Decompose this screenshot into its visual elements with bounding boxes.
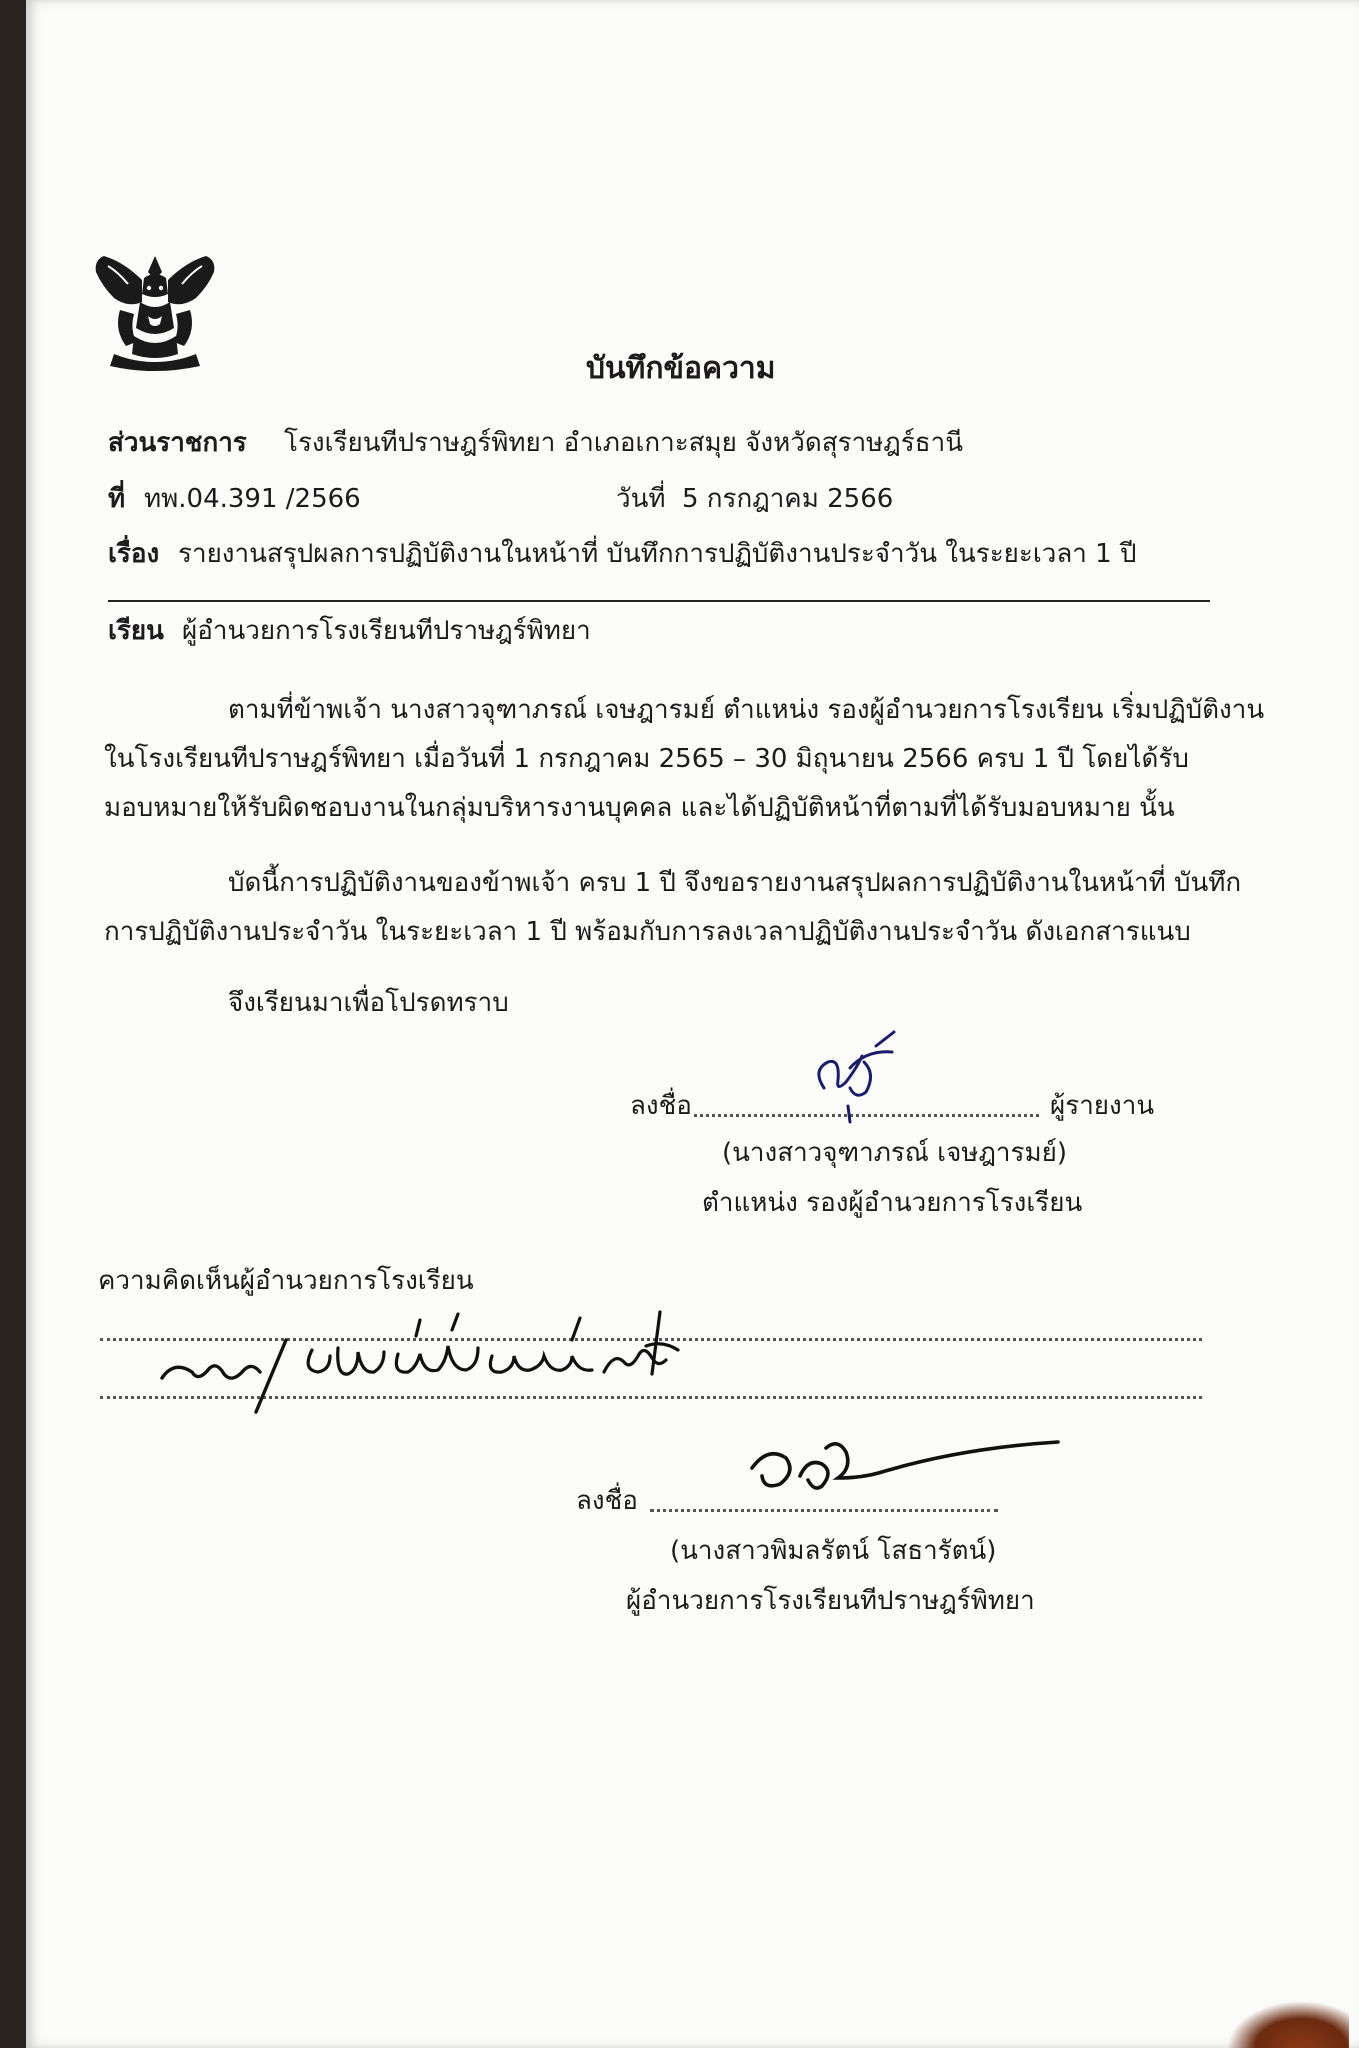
subject-value: รายงานสรุปผลการปฏิบัติงานในหน้าที่ บันทึกการปฏิบัติงานประจำวัน ในระยะเวลา 1 ปี	[178, 539, 1137, 569]
reporter-position: ตำแหน่ง รองผู้อำนวยการโรงเรียน	[702, 1188, 1083, 1218]
subject-label: เรื่อง	[108, 539, 160, 569]
director-sign-line	[650, 1509, 998, 1512]
date-label: วันที่	[616, 484, 666, 514]
department-label: ส่วนราชการ	[108, 428, 247, 458]
director-opinion-handwriting	[152, 1300, 742, 1420]
header-divider	[108, 600, 1210, 602]
director-name: (นางสาวพิมลรัตน์ โสธารัตน์)	[670, 1536, 997, 1566]
director-position: ผู้อำนวยการโรงเรียนทีปราษฎร์พิทยา	[626, 1586, 1035, 1616]
body-p1-line1: ตามที่ข้าพเจ้า นางสาวจุฑาภรณ์ เจษฎารมย์ ตำแหน่ง รองผู้อำนวยการโรงเรียน เริ่มปฏิบัติงาน	[228, 695, 1265, 725]
closing-line: จึงเรียนมาเพื่อโปรดทราบ	[228, 988, 509, 1018]
body-p2-line2: การปฏิบัติงานประจำวัน ในระยะเวลา 1 ปี พร้อมกับการลงเวลาปฏิบัติงานประจำวัน ดังเอกสารแนบ	[104, 917, 1191, 947]
director-opinion-label: ความคิดเห็นผู้อำนวยการโรงเรียน	[98, 1266, 474, 1296]
to-label: เรียน	[108, 616, 164, 646]
body-p2-line1: บัดนี้การปฏิบัติงานของข้าพเจ้า ครบ 1 ปี จึงขอรายงานสรุปผลการปฏิบัติงานในหน้าที่ บันทึก	[228, 868, 1242, 898]
reporter-name: (นางสาวจุฑาภรณ์ เจษฎารมย์)	[722, 1138, 1067, 1168]
memo-title: บันทึกข้อความ	[586, 351, 776, 386]
director-sign-label: ลงชื่อ	[576, 1486, 638, 1516]
director-signature	[742, 1428, 1062, 1508]
ref-number: ทพ.04.391 /2566	[144, 484, 361, 514]
memo-page	[26, 0, 1359, 2048]
reporter-signature	[806, 1022, 926, 1132]
date-value: 5 กรกฎาคม 2566	[682, 484, 894, 514]
garuda-emblem-icon	[84, 250, 226, 378]
body-p1-line3: มอบหมายให้รับผิดชอบงานในกลุ่มบริหารงานบุคคล และได้ปฏิบัติหน้าที่ตามที่ได้รับมอบหมาย นั้น	[104, 793, 1175, 823]
to-value: ผู้อำนวยการโรงเรียนทีปราษฎร์พิทยา	[182, 616, 591, 646]
reporter-sign-label: ลงชื่อ	[630, 1091, 692, 1121]
corner-shadow	[1229, 2002, 1349, 2048]
ref-label: ที่	[108, 484, 126, 514]
department-value: โรงเรียนทีปราษฎร์พิทยา อำเภอเกาะสมุย จังหวัดสุราษฎร์ธานี	[284, 428, 963, 458]
reporter-role: ผู้รายงาน	[1050, 1091, 1155, 1121]
body-p1-line2: ในโรงเรียนทีปราษฎร์พิทยา เมื่อวันที่ 1 กรกฎาคม 2565 – 30 มิถุนายน 2566 ครบ 1 ปี โดยได้รับ	[104, 744, 1189, 774]
